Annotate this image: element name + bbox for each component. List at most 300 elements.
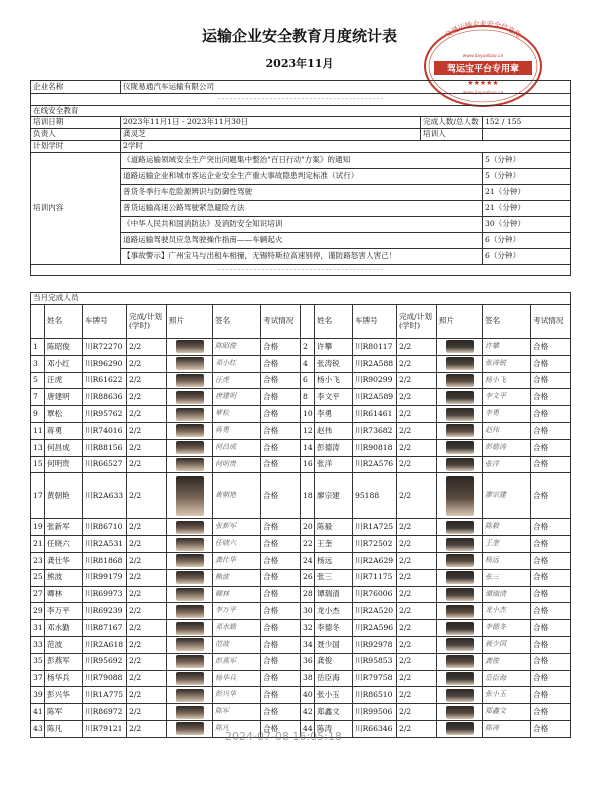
exam-result: 合格 (261, 569, 301, 586)
person-photo (176, 374, 204, 387)
person-name: 杨远 (315, 552, 353, 569)
photo (167, 720, 213, 737)
plate-number: 川R88636 (83, 389, 127, 406)
content-title: 【事故警示】广州宝马与出租车相撞，无锡特斯拉高速别停，谨防路怒害人害己！ (121, 249, 483, 265)
person-photo (176, 538, 204, 551)
content-time: 6（分钟） (483, 233, 571, 249)
table-row (31, 372, 571, 389)
person-photo (176, 571, 204, 584)
exam-result: 合格 (531, 519, 571, 536)
exam-result: 合格 (261, 389, 301, 406)
plate-number: 川R90818 (353, 439, 397, 456)
row-number: 15 (31, 456, 45, 473)
row-number: 40 (301, 687, 315, 704)
row-number: 26 (301, 569, 315, 586)
col-done: 完成/计划(学时) (127, 305, 167, 339)
table-row (31, 586, 571, 603)
table-row (31, 439, 571, 456)
row-number: 7 (31, 389, 45, 406)
hours-done: 2/2 (127, 339, 167, 356)
photo (167, 406, 213, 423)
signature: 李文平 (483, 389, 531, 406)
plate-number: 川R1A775 (83, 687, 127, 704)
hours-done: 2/2 (127, 586, 167, 603)
photo (437, 720, 483, 737)
row-number: 3 (31, 355, 45, 372)
exam-result: 合格 (261, 519, 301, 536)
exam-result: 合格 (531, 670, 571, 687)
plate-number: 川R90299 (353, 372, 397, 389)
signature: 彭兴华 (213, 687, 261, 704)
content-title: 道路运输企业和城市客运企业安全生产重大事故隐患判定标准（试行） (121, 169, 483, 185)
photo (167, 473, 213, 519)
signature: 聂少国 (483, 636, 531, 653)
person-name: 李德冬 (315, 620, 353, 637)
signature: 龚俊 (483, 653, 531, 670)
signature: 陈军 (213, 704, 261, 721)
hours-done: 2/2 (397, 620, 437, 637)
exam-result: 合格 (261, 586, 301, 603)
content-time: 30（分钟） (483, 217, 571, 233)
signature: 范波 (213, 636, 261, 653)
person-name: 熊波 (45, 569, 83, 586)
plate-number: 川R2A588 (353, 355, 397, 372)
exam-result: 合格 (261, 704, 301, 721)
col-sign: 签名 (483, 305, 531, 339)
seal-arc-text: 交通运输企业安全信息化 (443, 19, 523, 40)
person-name: 邓小红 (45, 355, 83, 372)
plate-number: 川R2A520 (353, 603, 397, 620)
plate-number: 川R74016 (83, 422, 127, 439)
exam-result: 合格 (261, 456, 301, 473)
plate-number: 川R2A531 (83, 536, 127, 553)
exam-result: 合格 (261, 473, 301, 519)
signature: 任晓六 (213, 536, 261, 553)
row-number: 10 (301, 406, 315, 423)
exam-result: 合格 (261, 422, 301, 439)
plate-number: 川R79121 (83, 720, 127, 737)
plate-number: 川R92978 (353, 636, 397, 653)
row-number: 1 (31, 339, 45, 356)
photo (167, 422, 213, 439)
table-row (31, 603, 571, 620)
plan-label: 计划学时 (31, 141, 121, 153)
timestamp-watermark: 2024-07-08 16:05:18 (225, 730, 342, 743)
photo (167, 456, 213, 473)
photo (437, 687, 483, 704)
hours-done: 2/2 (397, 422, 437, 439)
exam-result: 合格 (531, 704, 571, 721)
person-photo (176, 605, 204, 618)
row-number: 2 (301, 339, 315, 356)
person-name: 蒋勇 (45, 422, 83, 439)
row-number: 11 (31, 422, 45, 439)
row-number: 8 (301, 389, 315, 406)
exam-result: 合格 (261, 653, 301, 670)
photo (437, 636, 483, 653)
completed-value: 152 / 155 (483, 117, 571, 129)
row-number: 29 (31, 603, 45, 620)
completed-label: 完成人数/总人数 (421, 117, 483, 129)
person-name: 李文平 (315, 389, 353, 406)
row-number: 27 (31, 586, 45, 603)
person-photo (176, 672, 204, 685)
person-photo (176, 521, 204, 534)
person-photo (446, 521, 474, 534)
exam-result: 合格 (261, 670, 301, 687)
row-number: 5 (31, 372, 45, 389)
plate-number: 川R61622 (83, 372, 127, 389)
table-row (31, 406, 571, 423)
exam-result: 合格 (261, 620, 301, 637)
person-photo (176, 706, 204, 719)
row-number: 25 (31, 569, 45, 586)
photo (437, 372, 483, 389)
person-photo (176, 340, 204, 353)
hours-done: 2/2 (127, 620, 167, 637)
hours-done: 2/2 (127, 653, 167, 670)
signature: 李勇 (483, 406, 531, 423)
hours-done: 2/2 (397, 603, 437, 620)
person-name: 彭燕军 (45, 653, 83, 670)
table-row (31, 473, 571, 519)
row-number: 13 (31, 439, 45, 456)
hours-done: 2/2 (397, 355, 437, 372)
person-photo (176, 391, 204, 404)
hours-done: 2/2 (127, 372, 167, 389)
person-name: 杨小飞 (315, 372, 353, 389)
col-photo: 照片 (167, 305, 213, 339)
person-name: 郑鑫文 (315, 704, 353, 721)
hours-done: 2/2 (397, 536, 437, 553)
plate-number: 川R96290 (83, 355, 127, 372)
plate-number: 川R2A596 (353, 620, 397, 637)
signature: 杨远 (483, 552, 531, 569)
person-name: 黄朝艳 (45, 473, 83, 519)
person-photo (446, 340, 474, 353)
signature: 汪虎 (213, 372, 261, 389)
hours-done: 2/2 (127, 456, 167, 473)
plan-value: 2学时 (121, 141, 571, 153)
person-name: 张三 (315, 569, 353, 586)
exam-result: 合格 (531, 720, 571, 737)
person-name: 汪虎 (45, 372, 83, 389)
hours-done: 2/2 (397, 389, 437, 406)
signature: 陈涛 (483, 720, 531, 737)
person-photo (176, 554, 204, 567)
table-row (31, 422, 571, 439)
col-sign: 签名 (213, 305, 261, 339)
person-photo (176, 441, 204, 454)
hours-done: 2/2 (127, 636, 167, 653)
photo (167, 704, 213, 721)
content-title: 普货冬季行车危险源辨识与防御性驾驶 (121, 185, 483, 201)
content-title: 《道路运输领域安全生产突出问题集中整治"百日行动"方案》的通知 (121, 153, 483, 169)
trainer-label: 培训人 (421, 129, 483, 141)
hours-done: 2/2 (397, 586, 437, 603)
row-number: 33 (31, 636, 45, 653)
content-label: 培训内容 (31, 153, 121, 265)
plate-number: 川R2A629 (353, 552, 397, 569)
person-name: 聂少国 (315, 636, 353, 653)
plate-number: 川R86972 (83, 704, 127, 721)
photo (437, 519, 483, 536)
row-number: 28 (301, 586, 315, 603)
exam-result: 合格 (261, 720, 301, 737)
signature: 岳臣海 (483, 670, 531, 687)
photo (437, 389, 483, 406)
person-photo (446, 538, 474, 551)
row-number: 31 (31, 620, 45, 637)
person-photo (446, 408, 474, 421)
plate-number: 川R66527 (83, 456, 127, 473)
photo (167, 355, 213, 372)
hours-done: 2/2 (127, 406, 167, 423)
signature: 张小玉 (483, 687, 531, 704)
row-number: 19 (31, 519, 45, 536)
table-row (31, 569, 571, 586)
hours-done: 2/2 (397, 519, 437, 536)
table-row (31, 636, 571, 653)
table-row (31, 536, 571, 553)
photo (437, 620, 483, 637)
row-number: 30 (301, 603, 315, 620)
person-name: 张新军 (45, 519, 83, 536)
exam-result: 合格 (261, 406, 301, 423)
info-table (30, 80, 571, 276)
person-photo (446, 391, 474, 404)
exam-result: 合格 (531, 389, 571, 406)
hours-done: 2/2 (397, 569, 437, 586)
plate-number: 川R79758 (353, 670, 397, 687)
seal-stars: ★★★★★ (467, 79, 499, 87)
person-name: 范波 (45, 636, 83, 653)
photo (167, 603, 213, 620)
row-number: 32 (301, 620, 315, 637)
row-number: 36 (301, 653, 315, 670)
photo (437, 603, 483, 620)
hours-done: 2/2 (397, 439, 437, 456)
signature: 赵伟 (483, 422, 531, 439)
signature: 邓水勤 (213, 620, 261, 637)
signature: 陈昭俊 (213, 339, 261, 356)
photo (437, 406, 483, 423)
person-photo (176, 655, 204, 668)
exam-result: 合格 (261, 439, 301, 456)
row-number: 21 (31, 536, 45, 553)
signature: 卿林 (213, 586, 261, 603)
person-photo (446, 605, 474, 618)
plate-number: 川R95762 (83, 406, 127, 423)
person-name: 覃松 (45, 406, 83, 423)
signature: 杨小飞 (483, 372, 531, 389)
hours-done: 2/2 (127, 389, 167, 406)
person-photo (446, 655, 474, 668)
table-row (31, 519, 571, 536)
person-name: 龚仕华 (45, 552, 83, 569)
col-plate: 车牌号 (353, 305, 397, 339)
person-photo (176, 722, 204, 735)
exam-result: 合格 (531, 569, 571, 586)
row-number: 23 (31, 552, 45, 569)
hours-done: 2/2 (397, 636, 437, 653)
signature: 张新军 (213, 519, 261, 536)
plate-number: 川R71175 (353, 569, 397, 586)
section-label: 当月完成人员 (31, 293, 571, 305)
table-row (31, 552, 571, 569)
col-name: 姓名 (45, 305, 83, 339)
row-number: 42 (301, 704, 315, 721)
photo (437, 586, 483, 603)
table-row (31, 339, 571, 356)
photo (167, 636, 213, 653)
signature: 陈毅 (483, 519, 531, 536)
person-photo (176, 357, 204, 370)
photo (437, 670, 483, 687)
person-name: 王奎 (315, 536, 353, 553)
hours-done: 2/2 (397, 406, 437, 423)
exam-result: 合格 (531, 687, 571, 704)
person-name: 张涛锐 (315, 355, 353, 372)
table-row (31, 456, 571, 473)
signature: 廖宗建 (483, 473, 531, 519)
photo (167, 552, 213, 569)
hours-done: 2/2 (127, 355, 167, 372)
person-name: 陈军 (45, 704, 83, 721)
signature: 杨华兵 (213, 670, 261, 687)
table-row (31, 670, 571, 687)
row-number: 24 (301, 552, 315, 569)
row-number: 38 (301, 670, 315, 687)
plate-number: 川R69239 (83, 603, 127, 620)
person-name: 任晓六 (45, 536, 83, 553)
hours-done: 2/2 (397, 653, 437, 670)
photo (437, 422, 483, 439)
photo (167, 519, 213, 536)
signature: 谭瑞清 (483, 586, 531, 603)
exam-result: 合格 (261, 355, 301, 372)
row-number: 9 (31, 406, 45, 423)
plate-number: 川R88156 (83, 439, 127, 456)
hours-done: 2/2 (127, 519, 167, 536)
photo (167, 339, 213, 356)
person-photo (176, 476, 204, 516)
seal-site-bottom: www.jiayunbao.cn (462, 91, 504, 96)
person-name: 张小玉 (315, 687, 353, 704)
person-photo (446, 571, 474, 584)
company-value: 仪陇易通汽车运输有限公司 (121, 81, 571, 94)
seal-site-top: www.jiayunbao.cn (462, 54, 504, 59)
signature: 何昌成 (213, 439, 261, 456)
table-row (31, 687, 571, 704)
plate-number: 川R69973 (83, 586, 127, 603)
photo (167, 670, 213, 687)
col-name: 姓名 (315, 305, 353, 339)
exam-result: 合格 (261, 536, 301, 553)
exam-result: 合格 (261, 603, 301, 620)
exam-result: 合格 (531, 355, 571, 372)
row-number: 6 (301, 372, 315, 389)
person-name: 杨华兵 (45, 670, 83, 687)
person-name: 岳臣海 (315, 670, 353, 687)
plate-number: 川R2A618 (83, 636, 127, 653)
col-exam: 考试情况 (531, 305, 571, 339)
photo (167, 586, 213, 603)
exam-result: 合格 (531, 636, 571, 653)
person-name: 卿林 (45, 586, 83, 603)
row-number: 17 (31, 473, 45, 519)
person-photo (176, 588, 204, 601)
plate-number: 川R72270 (83, 339, 127, 356)
person-name: 陈涛 (315, 720, 353, 737)
signature: 郑鑫文 (483, 704, 531, 721)
photo (437, 704, 483, 721)
row-number: 18 (301, 473, 315, 519)
person-photo (176, 622, 204, 635)
row-number: 39 (31, 687, 45, 704)
plate-number: 川R99506 (353, 704, 397, 721)
hours-done: 2/2 (127, 552, 167, 569)
exam-result: 合格 (261, 372, 301, 389)
signature: 龙小杰 (483, 603, 531, 620)
row-number: 41 (31, 704, 45, 721)
signature: 陈凡 (213, 720, 261, 737)
photo (437, 355, 483, 372)
trainer-value (483, 129, 571, 141)
plate-number: 川R81868 (83, 552, 127, 569)
people-table (30, 292, 571, 738)
table-row (31, 704, 571, 721)
hours-done: 2/2 (397, 339, 437, 356)
content-time: 21（分钟） (483, 185, 571, 201)
exam-result: 合格 (531, 439, 571, 456)
exam-result: 合格 (261, 636, 301, 653)
exam-result: 合格 (531, 422, 571, 439)
signature: 李万平 (213, 603, 261, 620)
content-title: 普货运输高速公路驾驶紧急避险方法 (121, 201, 483, 217)
person-photo (446, 588, 474, 601)
photo (167, 569, 213, 586)
table-row (31, 355, 571, 372)
hours-done: 2/2 (127, 603, 167, 620)
person-photo (176, 638, 204, 651)
photo (167, 687, 213, 704)
person-photo (446, 374, 474, 387)
person-photo (446, 458, 474, 471)
hours-done: 2/2 (397, 704, 437, 721)
person-name: 陈昭俊 (45, 339, 83, 356)
hours-done: 2/2 (127, 704, 167, 721)
plate-number: 川R61461 (353, 406, 397, 423)
plate-number: 川R1A725 (353, 519, 397, 536)
plate-number: 川R2A576 (353, 456, 397, 473)
person-name: 唐建明 (45, 389, 83, 406)
table-row (31, 653, 571, 670)
divider: - - - - - - - - - - - - - - - - - - - - - - - - - - - - - - - - - - - - - - - - - - (217, 94, 384, 104)
photo (167, 439, 213, 456)
plate-number: 川R2A589 (353, 389, 397, 406)
row-number: 16 (301, 456, 315, 473)
exam-result: 合格 (531, 653, 571, 670)
row-number: 37 (31, 670, 45, 687)
person-photo (176, 689, 204, 702)
photo (167, 372, 213, 389)
signature: 邓小红 (213, 355, 261, 372)
plate-number: 95188 (353, 473, 397, 519)
photo (437, 339, 483, 356)
hours-done: 2/2 (127, 569, 167, 586)
plate-number: 川R72502 (353, 536, 397, 553)
